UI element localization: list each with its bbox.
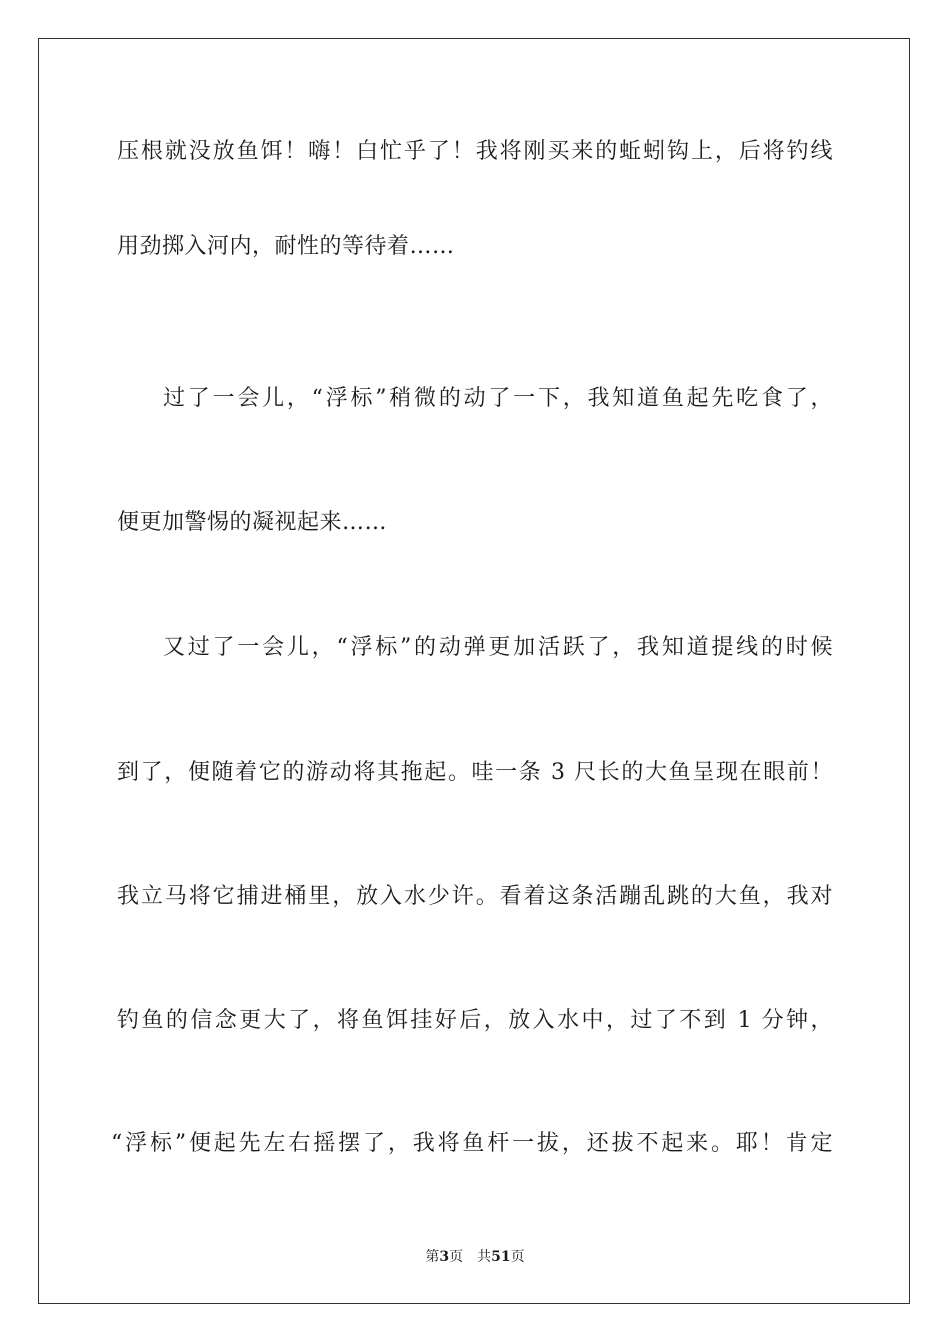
body-line-7: 我立马将它捕进桶里，放入水少许。看着这条活蹦乱跳的大鱼，我对 bbox=[117, 884, 833, 909]
footer-page-number: 3 bbox=[439, 1249, 450, 1265]
body-line-9: “浮标”便起先左右摇摆了，我将鱼杆一拔，还拔不起来。耶！肯定 bbox=[111, 1131, 833, 1156]
footer-page-prefix: 第 bbox=[425, 1249, 440, 1265]
body-line-3: 过了一会儿，“浮标”稍微的动了一下，我知道鱼起先吃食了， bbox=[163, 386, 833, 411]
body-line-4: 便更加警惕的凝视起来…… bbox=[117, 510, 388, 535]
body-line-6: 到了，便随着它的游动将其拖起。哇一条 3 尺长的大鱼呈现在眼前！ bbox=[117, 760, 833, 785]
footer-total-suffix: 页 bbox=[510, 1249, 525, 1265]
footer-page-suffix: 页 bbox=[449, 1249, 464, 1265]
body-line-2: 用劲掷入河内，耐性的等待着…… bbox=[117, 234, 455, 259]
page-footer bbox=[0, 1247, 950, 1267]
body-line-1: 压根就没放鱼饵！嗨！白忙乎了！我将刚买来的蚯蚓钩上，后将钓线 bbox=[117, 139, 833, 164]
body-line-8: 钓鱼的信念更大了，将鱼饵挂好后，放入水中，过了不到 1 分钟， bbox=[117, 1008, 833, 1033]
body-line-5: 又过了一会儿，“浮标”的动弹更加活跃了，我知道提线的时候 bbox=[163, 635, 833, 660]
footer-total-prefix: 共 bbox=[477, 1249, 492, 1265]
page-frame bbox=[38, 38, 910, 1304]
footer-total-pages: 51 bbox=[491, 1249, 511, 1265]
